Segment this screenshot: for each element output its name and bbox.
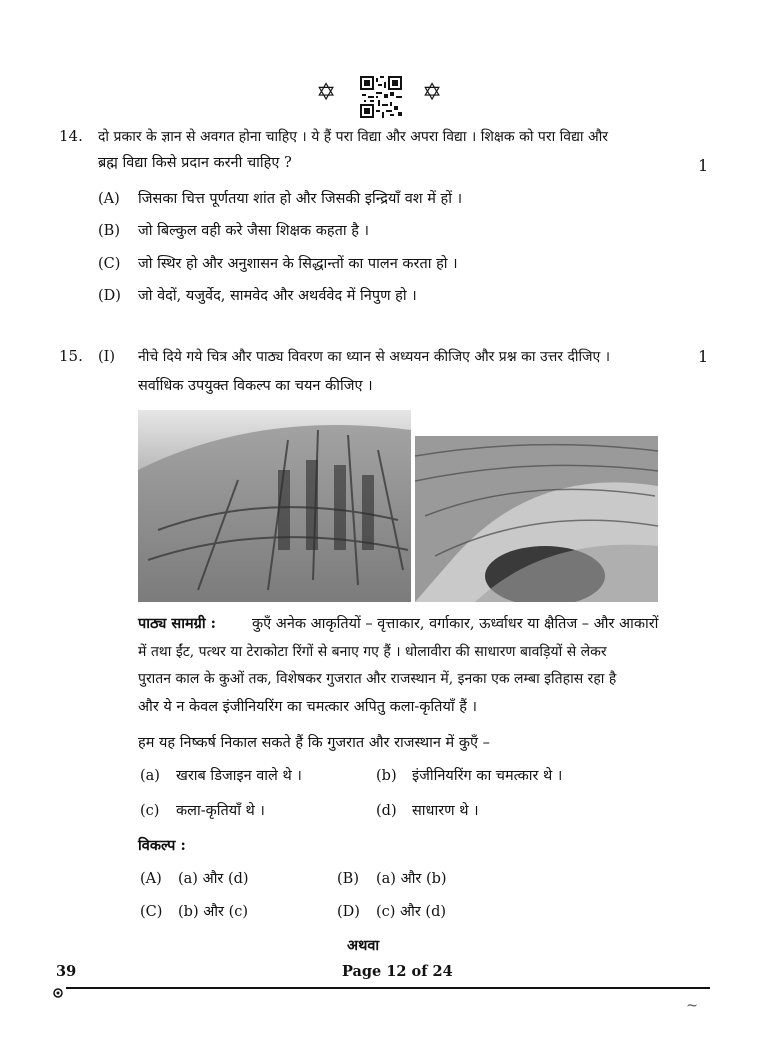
statement-a-text: खराब डिजाइन वाले थे । bbox=[176, 768, 302, 784]
header bbox=[0, 70, 768, 120]
statement-b-label: (b) bbox=[376, 768, 397, 784]
q15-option-a-text: (a) और (d) bbox=[178, 871, 249, 887]
q15-number: 15. bbox=[59, 347, 83, 365]
or-divider-label: अथवा bbox=[347, 937, 380, 954]
statement-a-label: (a) bbox=[140, 768, 160, 784]
q14-option-b-label: (B) bbox=[98, 223, 120, 239]
stepwell-photo-right bbox=[415, 436, 658, 602]
q14-stem-line2: ब्रह्म विद्या किसे प्रदान करनी चाहिए ? bbox=[98, 155, 292, 171]
q15-option-b-label: (B) bbox=[337, 871, 359, 887]
statement-c-text: कला-कृतियाँ थे । bbox=[176, 803, 265, 819]
q15-option-c-text: (b) और (c) bbox=[178, 904, 249, 920]
passage-line4: और ये न केवल इंजीनियरिंग का चमत्कार अपितु कला-कृतियाँ हैं । bbox=[138, 699, 478, 715]
q15-part: (I) bbox=[98, 349, 116, 365]
footer-rule bbox=[66, 987, 710, 989]
q14-option-d-label: (D) bbox=[98, 288, 121, 304]
footer-mark: ~ bbox=[686, 998, 699, 1014]
passage-label: पाठ्य सामग्री : bbox=[138, 615, 216, 632]
q14-stem-line1: दो प्रकार के ज्ञान से अवगत होना चाहिए । ये हैं परा विद्या और अपरा विद्या । शिक्षक को परा विद्या और bbox=[98, 129, 609, 145]
options-heading: विकल्प : bbox=[138, 837, 186, 854]
statement-d-text: साधारण थे । bbox=[412, 803, 479, 819]
q15-stem-line2: सर्वाधिक उपयुक्त विकल्प का चयन कीजिए । bbox=[138, 378, 373, 394]
footer-ornament-icon bbox=[53, 983, 63, 993]
q15-stem-line1: नीचे दिये गये चित्र और पाठ्य विवरण का ध्यान से अध्ययन कीजिए और प्रश्न का उत्तर दीजिए । bbox=[138, 349, 611, 365]
q15-marks: 1 bbox=[698, 347, 709, 366]
q14-option-c-text: जो स्थिर हो और अनुशासन के सिद्धान्तों का पालन करता हो । bbox=[138, 256, 458, 272]
qr-code bbox=[360, 76, 402, 118]
q14-option-a-text: जिसका चित्त पूर्णतया शांत हो और जिसकी इन्द्रियाँ वश में हों । bbox=[138, 191, 463, 207]
passage-line2: में तथा ईंट, पत्थर या टेराकोटा रिंगों से बनाए गए हैं । धोलावीरा की साधारण बावड़ियों से लेकर bbox=[138, 644, 607, 660]
statement-d-label: (d) bbox=[376, 803, 397, 819]
q15-option-a-label: (A) bbox=[140, 871, 162, 887]
footer-code: 39 bbox=[56, 963, 77, 980]
q14-option-a-label: (A) bbox=[98, 191, 120, 207]
star-of-david-icon-left: ✡ bbox=[316, 78, 337, 106]
q14-option-b-text: जो बिल्कुल वही करे जैसा शिक्षक कहता है । bbox=[138, 223, 370, 239]
q15-option-b-text: (a) और (b) bbox=[376, 871, 447, 887]
statement-b-text: इंजीनियरिंग का चमत्कार थे । bbox=[412, 768, 563, 784]
footer-page-number: Page 12 of 24 bbox=[342, 963, 453, 980]
q14-marks: 1 bbox=[698, 156, 709, 175]
q15-option-c-label: (C) bbox=[140, 904, 163, 920]
conclusion-prompt: हम यह निष्कर्ष निकाल सकते हैं कि गुजरात और राजस्थान में कुएँ – bbox=[138, 735, 490, 751]
stepwell-photo-left bbox=[138, 410, 411, 602]
passage-line3: पुरातन काल के कुओं तक, विशेषकर गुजरात और राजस्थान में, इनका एक लम्बा इतिहास रहा है bbox=[138, 671, 617, 687]
q14-option-c-label: (C) bbox=[98, 256, 121, 272]
q14-option-d-text: जो वेदों, यजुर्वेद, सामवेद और अथर्ववेद में निपुण हो । bbox=[138, 288, 417, 304]
star-of-david-icon-right: ✡ bbox=[422, 78, 443, 106]
statement-c-label: (c) bbox=[140, 803, 160, 819]
q14-number: 14. bbox=[59, 127, 83, 145]
q15-option-d-label: (D) bbox=[337, 904, 360, 920]
q15-option-d-text: (c) और (d) bbox=[376, 904, 447, 920]
passage-line1: कुएँ अनेक आकृतियों – वृत्ताकार, वर्गाकार, ऊर्ध्वाधर या क्षैतिज – और आकारों bbox=[252, 616, 659, 632]
